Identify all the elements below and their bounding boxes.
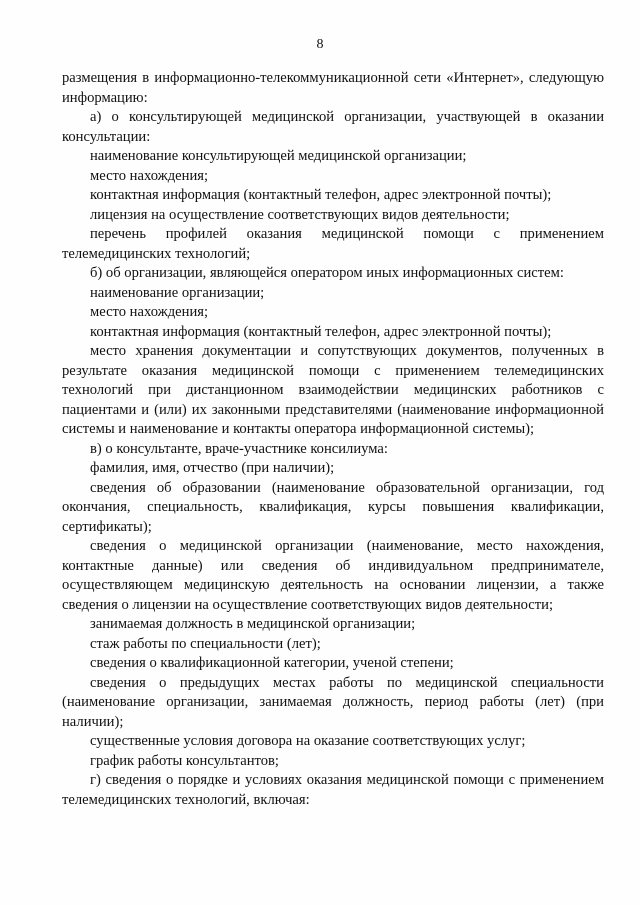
paragraph: лицензия на осуществление соответствующих видов деятельности;	[90, 206, 510, 223]
paragraph: размещения в информационно-телекоммуникационной сети «Интернет», следующую информацию:	[62, 70, 604, 106]
paragraph: стаж работы по специальности (лет);	[90, 635, 321, 652]
paragraph: существенные условия договора на оказание соответствующих услуг;	[90, 733, 526, 749]
paragraph: сведения о предыдущих местах работы по медицинской специальности (наименование организации, занимаемая должность, период работы (лет) (при наличии);	[62, 674, 604, 730]
paragraph: наименование организации;	[90, 284, 265, 301]
paragraph: график работы консультантов;	[90, 752, 279, 769]
document-body	[62, 69, 604, 810]
paragraph: а) о консультирующей медицинской организации, участвующей в оказании консультации:	[62, 109, 604, 145]
paragraph: наименование консультирующей медицинской организации;	[90, 148, 467, 164]
paragraph: место хранения документации и сопутствующих документов, полученных в результате оказания медицинской помощи с применением телемедицинских технологий при дистанционном взаимодействии медицинских работников с пациентами и (или) их законными представителями (наименование информационной системы и наименование и контакты оператора информационной системы);	[62, 343, 604, 437]
paragraph: перечень профилей оказания медицинской помощи с применением телемедицинских технологий;	[62, 226, 604, 262]
paragraph: занимаемая должность в медицинской организации;	[90, 616, 416, 632]
page-number: 8	[316, 37, 324, 52]
paragraph: фамилия, имя, отчество (при наличии);	[90, 460, 335, 476]
paragraph: контактная информация (контактный телефон, адрес электронной почты);	[90, 323, 552, 340]
paragraph: сведения о квалификационной категории, ученой степени;	[90, 655, 454, 671]
paragraph: сведения о медицинской организации (наименование, место нахождения, контактные данные) или сведения об индивидуальном предпринимателе, осуществляющем медицинскую деятельность на основании лицензии, а также сведения о лицензии на осуществление соответствующих видов деятельности;	[62, 538, 604, 613]
paragraph: место нахождения;	[90, 304, 209, 320]
paragraph: в) о консультанте, враче-участнике консилиума:	[90, 440, 388, 457]
paragraph: б) об организации, являющейся оператором иных информационных систем:	[90, 265, 564, 281]
paragraph: место нахождения;	[90, 167, 209, 184]
paragraph: сведения об образовании (наименование образовательной организации, год окончания, специальность, квалификация, курсы повышения квалификации, сертификаты);	[62, 479, 604, 535]
paragraph: г) сведения о порядке и условиях оказания медицинской помощи с применением телемедицинских технологий, включая:	[62, 772, 604, 808]
paragraph: контактная информация (контактный телефон, адрес электронной почты);	[90, 187, 552, 203]
